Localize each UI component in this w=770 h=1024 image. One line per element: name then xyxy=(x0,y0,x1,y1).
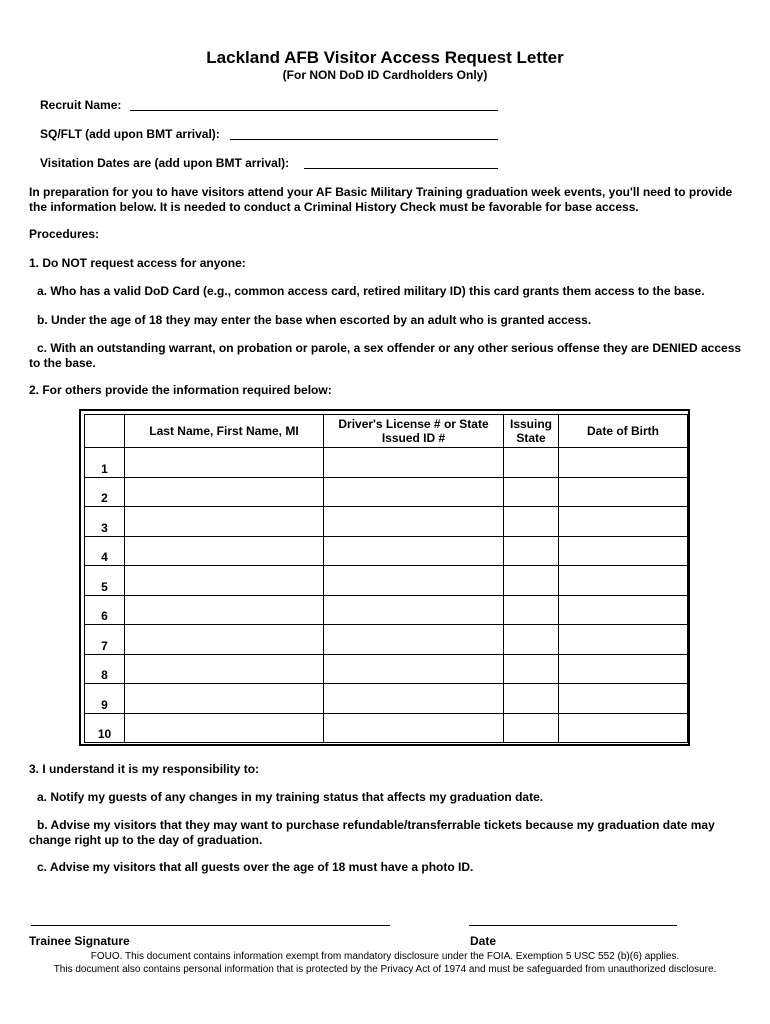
form-subtitle: (For NON DoD ID Cardholders Only) xyxy=(282,68,488,82)
name-cell[interactable] xyxy=(125,684,324,714)
state-cell[interactable] xyxy=(504,713,559,743)
date-field[interactable] xyxy=(469,925,677,926)
row-number: 2 xyxy=(85,477,125,507)
dob-cell[interactable] xyxy=(559,713,688,743)
name-cell[interactable] xyxy=(125,713,324,743)
step3-item-a: a. Notify my guests of any changes in my training status that affects my graduation date. xyxy=(37,790,544,804)
col-header-state: Issuing State xyxy=(504,415,559,448)
step3-item-b: b. Advise my visitors that they may want to purchase refundable/transferrable tickets because my graduation date may change right up to the day of graduation. xyxy=(29,818,715,847)
dob-cell[interactable] xyxy=(559,536,688,566)
state-cell[interactable] xyxy=(504,595,559,625)
visitor-table-frame xyxy=(79,409,690,746)
row-number: 1 xyxy=(85,448,125,478)
license-cell[interactable] xyxy=(324,507,504,537)
state-cell[interactable] xyxy=(504,477,559,507)
state-cell[interactable] xyxy=(504,684,559,714)
name-cell[interactable] xyxy=(125,595,324,625)
table-row xyxy=(85,566,688,596)
dob-cell[interactable] xyxy=(559,595,688,625)
name-cell[interactable] xyxy=(125,448,324,478)
visitation-dates-field[interactable] xyxy=(304,168,498,169)
trainee-signature-field[interactable] xyxy=(31,925,390,926)
form-title: Lackland AFB Visitor Access Request Letter xyxy=(206,48,564,67)
license-cell[interactable] xyxy=(324,595,504,625)
state-cell[interactable] xyxy=(504,625,559,655)
name-cell[interactable] xyxy=(125,477,324,507)
col-header-number xyxy=(85,415,125,448)
license-cell[interactable] xyxy=(324,625,504,655)
row-number: 7 xyxy=(85,625,125,655)
table-header-row xyxy=(85,415,688,448)
visitor-table xyxy=(84,414,688,743)
table-row xyxy=(85,684,688,714)
footer-privacy-notice: This document also contains personal information that is protected by the Privacy Act of 1974 and must be safeguarded from unauthorized disclosure. xyxy=(53,964,717,975)
row-number: 3 xyxy=(85,507,125,537)
table-row xyxy=(85,477,688,507)
step1-item-a: a. Who has a valid DoD Card (e.g., common access card, retired military ID) this card grants them access to the base. xyxy=(37,284,705,298)
table-row xyxy=(85,448,688,478)
procedures-heading: Procedures: xyxy=(29,227,100,241)
footer-fouo-notice: FOUO. This document contains information exempt from mandatory disclosure under the FOIA. Exemption 5 USC 552 (b)(6) applies. xyxy=(90,951,680,962)
state-cell[interactable] xyxy=(504,536,559,566)
name-cell[interactable] xyxy=(125,625,324,655)
visitation-dates-label: Visitation Dates are (add upon BMT arrival): xyxy=(40,156,290,170)
sq-flt-label: SQ/FLT (add upon BMT arrival): xyxy=(40,127,220,141)
state-cell[interactable] xyxy=(504,448,559,478)
intro-paragraph: In preparation for you to have visitors attend your AF Basic Military Training graduation week events, you'll need to provide the information below. It is needed to conduct a Criminal History Check must be favorable for base access. xyxy=(29,185,733,214)
table-row xyxy=(85,595,688,625)
license-cell[interactable] xyxy=(324,536,504,566)
step3-heading: 3. I understand it is my responsibility to: xyxy=(29,762,260,776)
name-cell[interactable] xyxy=(125,536,324,566)
license-cell[interactable] xyxy=(324,477,504,507)
recruit-name-field[interactable] xyxy=(130,110,498,111)
col-header-license: Driver's License # or State Issued ID # xyxy=(324,415,504,448)
date-label: Date xyxy=(470,934,497,948)
name-cell[interactable] xyxy=(125,566,324,596)
table-row xyxy=(85,654,688,684)
sq-flt-field[interactable] xyxy=(230,139,498,140)
dob-cell[interactable] xyxy=(559,566,688,596)
dob-cell[interactable] xyxy=(559,448,688,478)
step2-heading: 2. For others provide the information required below: xyxy=(29,383,332,397)
dob-cell[interactable] xyxy=(559,507,688,537)
state-cell[interactable] xyxy=(504,566,559,596)
row-number: 8 xyxy=(85,654,125,684)
state-cell[interactable] xyxy=(504,654,559,684)
dob-cell[interactable] xyxy=(559,477,688,507)
col-header-dob: Date of Birth xyxy=(559,415,688,448)
name-cell[interactable] xyxy=(125,654,324,684)
step1-item-c: c. With an outstanding warrant, on probation or parole, a sex offender or any other serious offense they are DENIED access to the base. xyxy=(29,341,742,370)
state-cell[interactable] xyxy=(504,507,559,537)
table-row xyxy=(85,713,688,743)
license-cell[interactable] xyxy=(324,448,504,478)
step3-item-c: c. Advise my visitors that all guests over the age of 18 must have a photo ID. xyxy=(37,860,474,874)
row-number: 4 xyxy=(85,536,125,566)
license-cell[interactable] xyxy=(324,713,504,743)
row-number: 10 xyxy=(85,713,125,743)
step1-heading: 1. Do NOT request access for anyone: xyxy=(29,256,246,270)
dob-cell[interactable] xyxy=(559,654,688,684)
table-row xyxy=(85,507,688,537)
row-number: 9 xyxy=(85,684,125,714)
dob-cell[interactable] xyxy=(559,625,688,655)
recruit-name-label: Recruit Name: xyxy=(40,98,122,112)
name-cell[interactable] xyxy=(125,507,324,537)
step1-item-b: b. Under the age of 18 they may enter the base when escorted by an adult who is granted access. xyxy=(37,313,592,327)
table-row xyxy=(85,625,688,655)
row-number: 5 xyxy=(85,566,125,596)
dob-cell[interactable] xyxy=(559,684,688,714)
license-cell[interactable] xyxy=(324,654,504,684)
trainee-signature-label: Trainee Signature xyxy=(29,934,130,948)
row-number: 6 xyxy=(85,595,125,625)
table-row xyxy=(85,536,688,566)
license-cell[interactable] xyxy=(324,684,504,714)
license-cell[interactable] xyxy=(324,566,504,596)
col-header-name: Last Name, First Name, MI xyxy=(125,415,324,448)
